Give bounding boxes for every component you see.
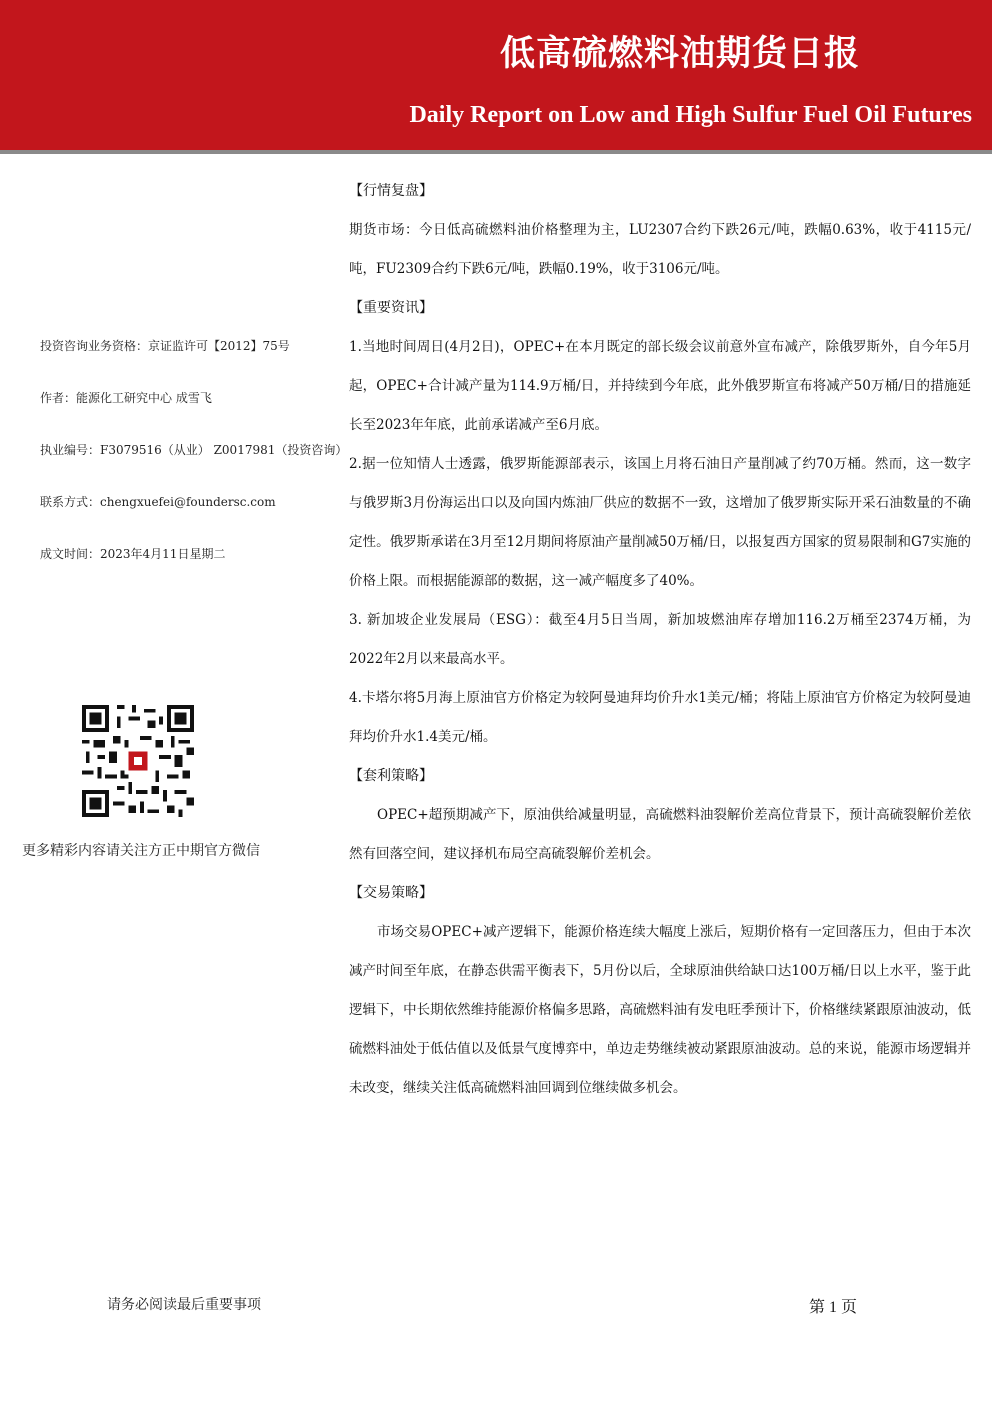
trading-heading: 【交易策略】 (349, 885, 433, 901)
disclaimer-note: 请务必阅读最后重要事项 (107, 1297, 261, 1313)
wechat-qr-code (82, 705, 194, 817)
arbitrage-text: OPEC+超预期减产下，原油供给减量明显，高硫燃料油裂解价差高位背景下，预计高硫裂解价差依然有回落空间，建议择机布局空高硫裂解价差机会。 (349, 807, 971, 862)
date-info: 成文时间：2023年4月11日星期二 (40, 547, 226, 561)
report-title-en: Daily Report on Low and High Sulfur Fuel Oil Futures (409, 102, 972, 128)
trading-text: 市场交易OPEC+减产逻辑下，能源价格连续大幅度上涨后，短期价格有一定回落压力，但由于本次减产时间至年底，在静态供需平衡表下，5月份以后，全球原油供给缺口达100万桶/日以上水平，鉴于此逻辑下，中长期依然维持能源价格偏多思路，高硫燃料油有发电旺季预计下，价格继续紧跟原油波动，低硫燃料油处于低估值以及低景气度博弈中，单边走势继续被动紧跟原油波动。总的来说，能源市场逻辑并未改变，继续关注低高硫燃料油回调到位继续做多机会。 (349, 924, 971, 1096)
qualification-info: 投资咨询业务资格：京证监许可【2012】75号 (40, 339, 290, 353)
news-heading: 【重要资讯】 (349, 300, 433, 316)
header-divider (0, 150, 992, 154)
page-number: 第 1 页 (809, 1299, 858, 1316)
qr-caption: 更多精彩内容请关注方正中期官方微信 (22, 843, 260, 859)
contact-info: 联系方式：chengxuefei@foundersc.com (40, 495, 276, 509)
market-review-heading: 【行情复盘】 (349, 183, 433, 199)
news-item-3: 3. 新加坡企业发展局（ESG）：截至4月5日当周，新加坡燃油库存增加116.2万桶至2374万桶，为2022年2月以来最高水平。 (349, 612, 971, 667)
market-review-text: 期货市场：今日低高硫燃料油价格整理为主，LU2307合约下跌26元/吨，跌幅0.63%，收于4115元/吨，FU2309合约下跌6元/吨，跌幅0.19%，收于3106元/吨。 (349, 222, 971, 277)
license-info: 执业编号：F3079516（从业） Z0017981（投资咨询） (40, 443, 348, 457)
arbitrage-heading: 【套利策略】 (349, 768, 433, 784)
report-title-cn: 低高硫燃料油期货日报 (499, 34, 860, 74)
author-info: 作者：能源化工研究中心 成雪飞 (40, 391, 212, 405)
report-body (349, 172, 971, 1108)
report-header (0, 0, 992, 150)
news-item-1: 1.当地时间周日(4月2日)，OPEC+在本月既定的部长级会议前意外宣布减产，除俄罗斯外，自今年5月起，OPEC+合计减产量为114.9万桶/日，并持续到今年底，此外俄罗斯宣布将减产50万桶/日的措施延长至2023年年底，此前承诺减产至6月底。 (349, 339, 971, 433)
news-item-2: 2.据一位知情人士透露，俄罗斯能源部表示，该国上月将石油日产量削减了约70万桶。然而，这一数字与俄罗斯3月份海运出口以及向国内炼油厂供应的数据不一致，这增加了俄罗斯实际开采石油数量的不确定性。俄罗斯承诺在3月至12月期间将原油产量削减50万桶/日，以报复西方国家的贸易限制和G7实施的价格上限。而根据能源部的数据，这一减产幅度多了40%。 (349, 456, 971, 589)
news-item-4: 4.卡塔尔将5月海上原油官方价格定为较阿曼迪拜均价升水1美元/桶；将陆上原油官方价格定为较阿曼迪拜均价升水1.4美元/桶。 (349, 690, 971, 745)
